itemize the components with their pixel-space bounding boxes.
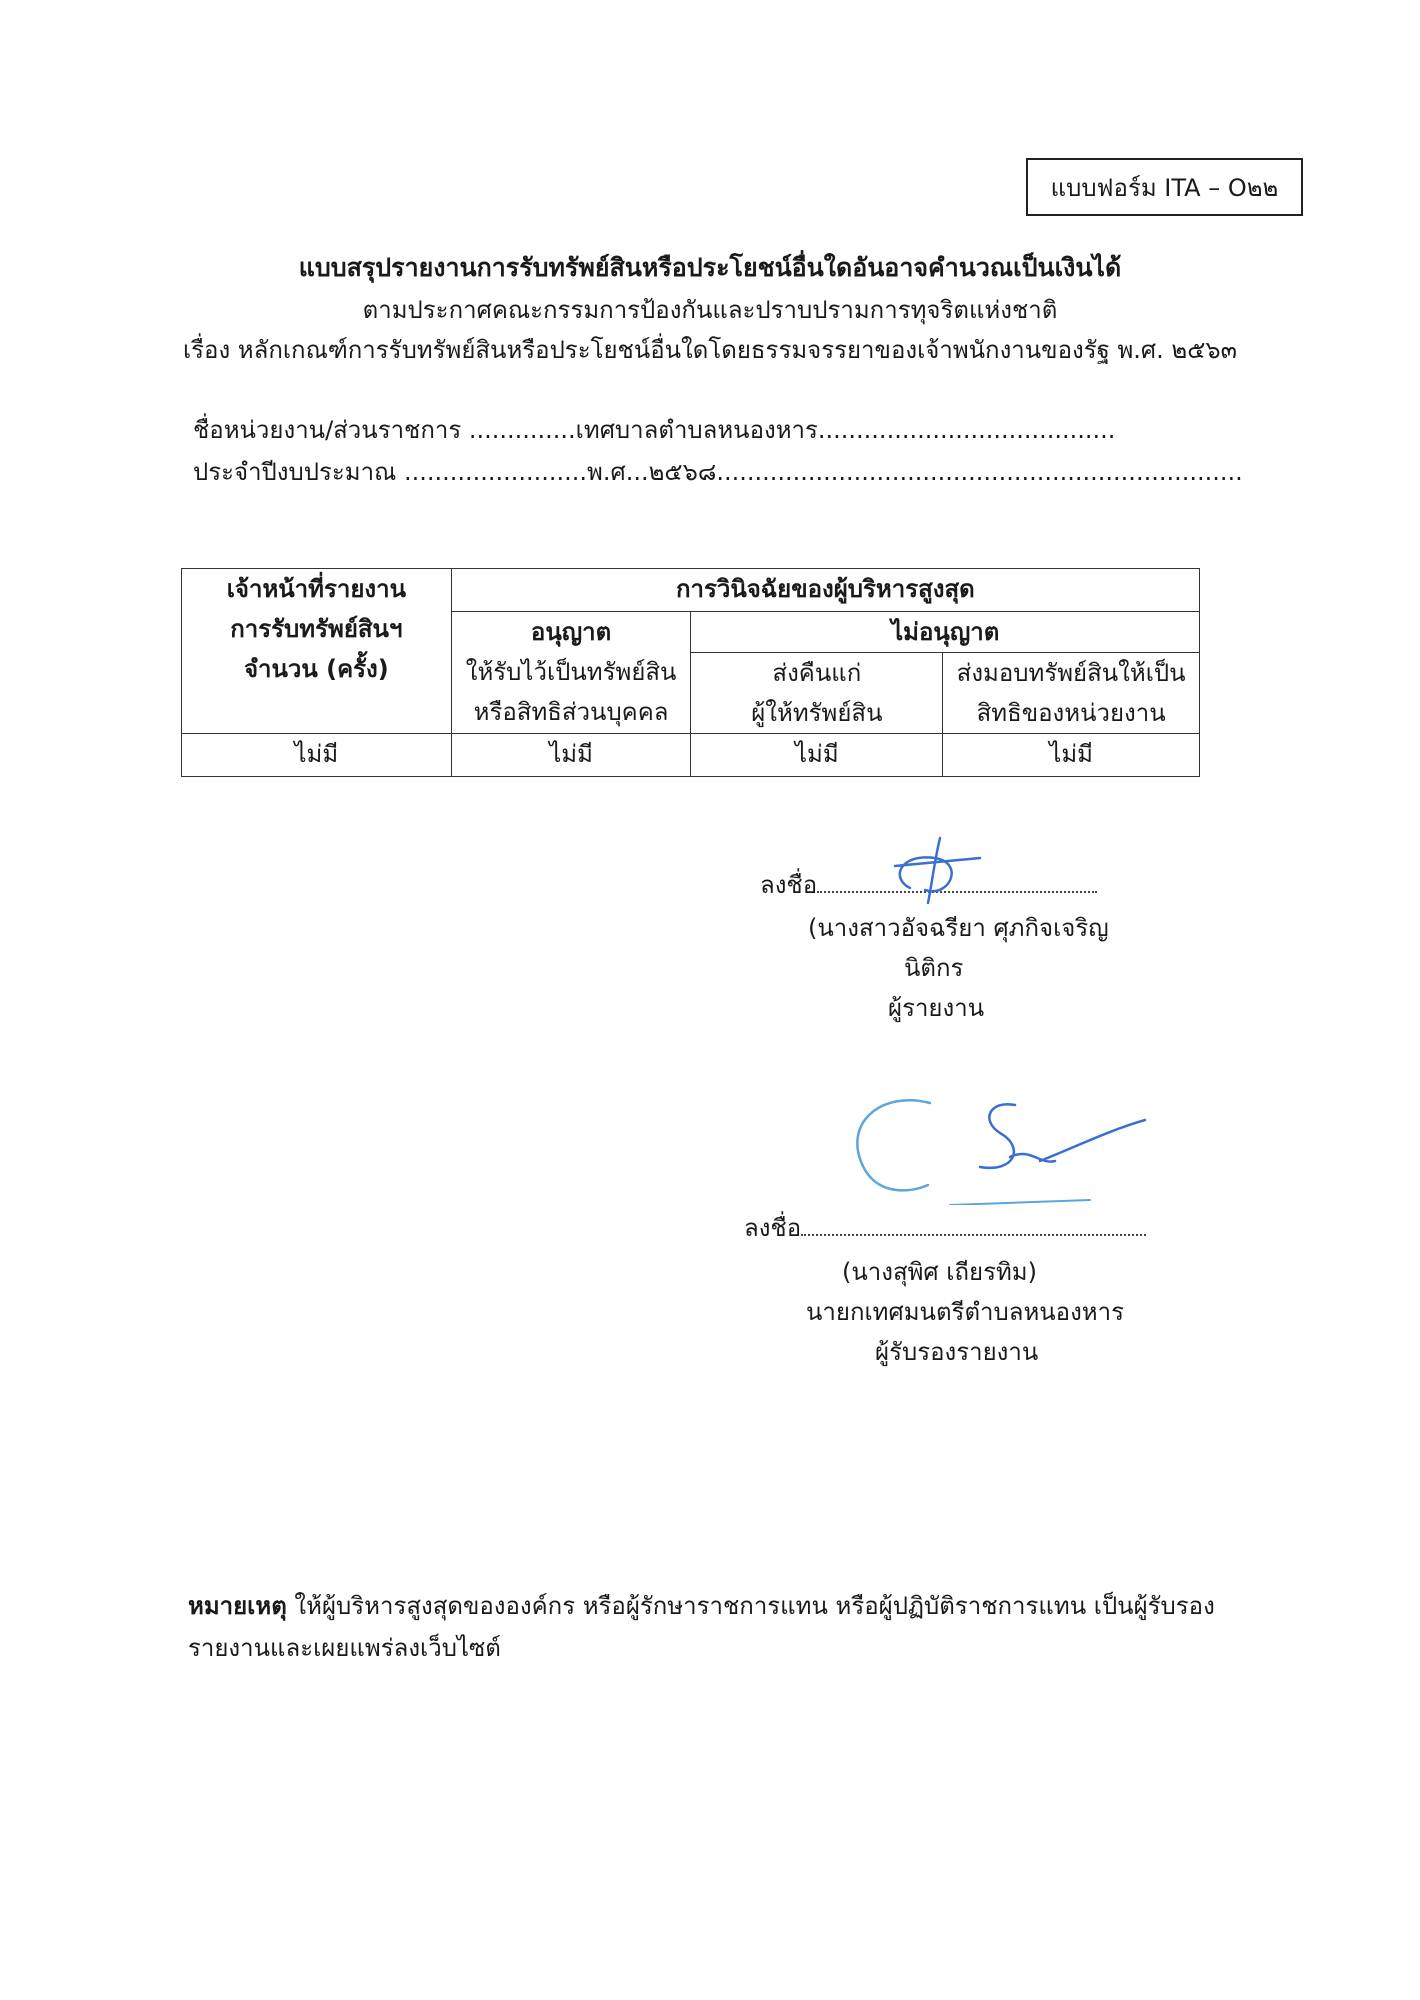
agency-line: ชื่อหน่วยงาน/ส่วนราชการ ..............เทศบาลตำบลหนองหาร....................................... [193,416,1116,444]
certifier-sign-line [744,1208,1146,1247]
decision-header: การวินิจฉัยของผู้บริหารสูงสุด [451,569,1199,612]
reporter-signature [880,828,1000,908]
table-cell-return: ไม่มี [691,734,943,777]
allow-desc-1: ให้รับไว้เป็นทรัพย์สิน [465,658,677,686]
reporter-role: ผู้รายงาน [888,994,985,1022]
deny-header: ไม่อนุญาต [691,612,1200,653]
table-cell-allow: ไม่มี [451,734,691,777]
certifier-position: นายกเทศมนตรีตำบลหนองหาร [806,1298,1124,1326]
reporter-position: นิติกร [904,954,964,982]
report-table [181,568,1200,777]
document-subtitle-1: ตามประกาศคณะกรรมการป้องกันและปราบปรามการทุจริตแห่งชาติ [362,296,1058,324]
form-code-box [1026,158,1303,216]
return-header: ส่งคืนแก่ ผู้ให้ทรัพย์สิน [691,653,943,734]
table-cell-transfer: ไม่มี [943,734,1200,777]
document-subtitle-2: เรื่อง หลักเกณฑ์การรับทรัพย์สินหรือประโยชน์อื่นใดโดยธรรมจรรยาของเจ้าพนักงานของรัฐ พ.ศ. ๒๕๖๓ [182,336,1238,364]
document-title: แบบสรุปรายงานการรับทรัพย์สินหรือประโยชน์อื่นใดอันอาจคำนวณเป็นเงินได้ [298,253,1122,282]
certifier-sign-label: ลงชื่อ [744,1214,802,1242]
reporter-count-header: เจ้าหน้าที่รายงาน การรับทรัพย์สินฯ จำนวน (ครั้ง) [182,569,452,734]
certifier-name: (นางสุพิศ เถียรทิม) [842,1258,1037,1286]
note-label: หมายเหตุ [188,1592,287,1620]
certifier-role: ผู้รับรองรายงาน [875,1338,1039,1366]
note-text: ให้ผู้บริหารสูงสุดขององค์กร หรือผู้รักษาราชการแทน หรือผู้ปฏิบัติราชการแทน เป็นผู้รับรอง รายงานและเผยแพร่ลงเว็บไซต์ [188,1592,1215,1662]
budget-year-line: ประจำปีงบประมาณ ........................พ.ศ...๒๕๖๘..................................................................... [193,458,1243,486]
reporter-name: (นางสาวอัจฉรียา ศุภกิจเจริญ [808,914,1109,942]
allow-header-cell [451,612,691,734]
table-cell-count: ไม่มี [182,734,452,777]
note [188,1585,1248,1669]
reporter-sign-label: ลงชื่อ [760,871,818,899]
form-code: แบบฟอร์ม ITA – O๒๒ [1050,173,1279,202]
allow-header: อนุญาต [530,618,612,646]
transfer-header: ส่งมอบทรัพย์สินให้เป็น สิทธิของหน่วยงาน [943,653,1200,734]
certifier-signature [840,1085,1150,1205]
allow-desc-2: หรือสิทธิส่วนบุคคล [473,698,669,726]
